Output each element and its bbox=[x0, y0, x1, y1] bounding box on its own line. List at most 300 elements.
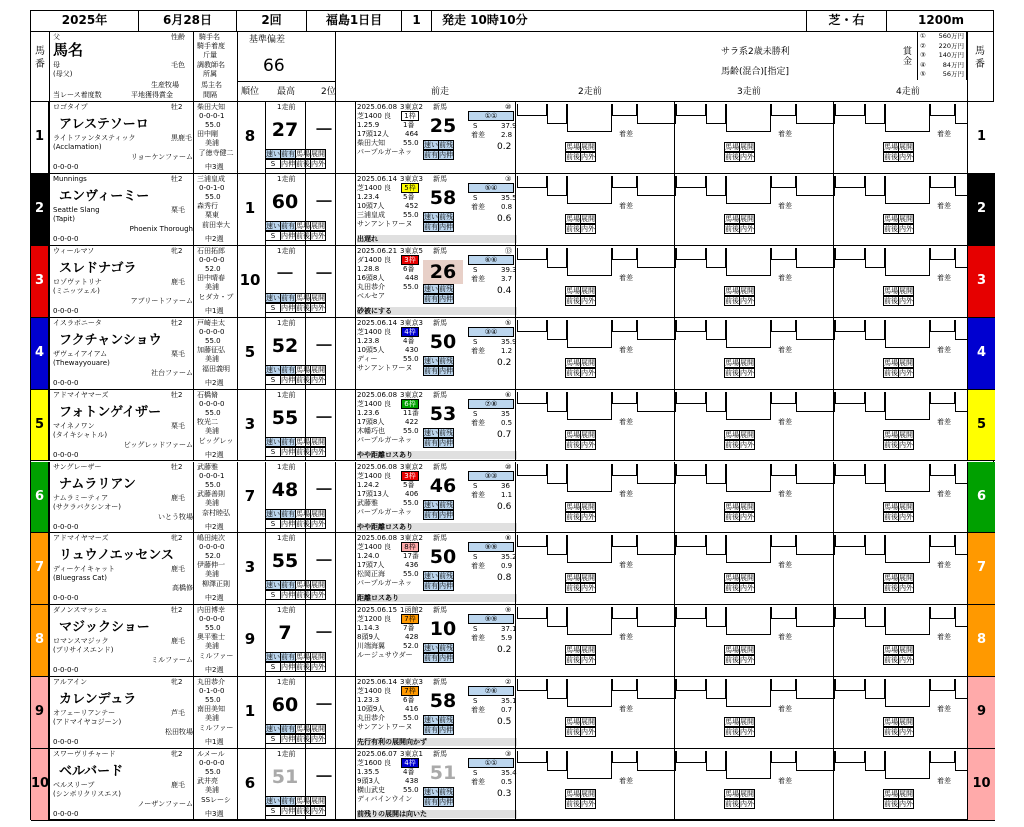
umaban-right: 3 bbox=[967, 246, 995, 317]
column-divider bbox=[237, 390, 238, 462]
tag: 速い bbox=[266, 293, 280, 302]
tag-grid bbox=[565, 645, 625, 654]
tag: 馬場 bbox=[566, 358, 580, 367]
shozoku: 美浦 bbox=[205, 282, 219, 291]
tag: 内伸 bbox=[439, 582, 453, 591]
best-score: 60 bbox=[271, 694, 299, 717]
tag: 前有 bbox=[281, 293, 295, 302]
prior-race-3 bbox=[674, 102, 833, 173]
jockey-record: 0-1-0-0 bbox=[199, 687, 225, 696]
coat-color: 鹿毛 bbox=[171, 493, 185, 502]
tag: 展開 bbox=[311, 437, 325, 446]
tag: 内外 bbox=[311, 663, 325, 672]
second-score: － bbox=[314, 334, 334, 357]
prior-race-3 bbox=[674, 462, 833, 533]
kinryo: 52.0 bbox=[205, 552, 221, 561]
breeder: 松田牧場 bbox=[165, 728, 193, 737]
tag: S bbox=[265, 159, 281, 169]
tag-grid-2 bbox=[565, 296, 625, 305]
tag: 前後 bbox=[566, 153, 580, 161]
tag: 馬場 bbox=[296, 725, 310, 734]
tag-grid-2 bbox=[565, 512, 625, 521]
soso-label: 1走前 bbox=[277, 174, 296, 183]
tag: 速い bbox=[266, 797, 280, 806]
chakusa-label: 着差 bbox=[937, 561, 951, 570]
tag: 内外 bbox=[740, 656, 754, 665]
tag: 前後 bbox=[566, 368, 580, 377]
prev-tags bbox=[423, 356, 503, 365]
tag: 展開 bbox=[581, 430, 595, 439]
column-divider bbox=[237, 749, 238, 821]
prize-item bbox=[920, 61, 964, 70]
tag: 前有 bbox=[281, 653, 295, 662]
prev-date: 2025.06.21 bbox=[357, 246, 398, 255]
prev-score: 58 bbox=[429, 690, 457, 713]
prev-weight: 448 bbox=[405, 273, 419, 282]
prev-date: 2025.06.14 bbox=[357, 678, 398, 687]
prev-dist: 芝1400 良 bbox=[357, 183, 392, 192]
grid-box bbox=[930, 104, 955, 116]
tag: 速い bbox=[424, 572, 438, 581]
grid-box bbox=[726, 464, 771, 492]
grid-box bbox=[676, 248, 706, 260]
owner: 前田幸大 bbox=[202, 220, 230, 229]
shozoku: 美浦 bbox=[205, 354, 219, 363]
column-divider bbox=[355, 318, 356, 390]
prize-label: 賞金 bbox=[903, 47, 913, 67]
tag: 展開 bbox=[311, 150, 325, 158]
grid-box bbox=[796, 320, 835, 340]
tag: 内伸 bbox=[439, 366, 453, 375]
prev-diff: 1.1 bbox=[501, 490, 513, 499]
father: アルアイン bbox=[53, 678, 88, 687]
prev-ban: 7番 bbox=[403, 624, 415, 633]
prize-amount: 140万円 bbox=[938, 51, 964, 59]
mother: マイネノワン bbox=[53, 421, 95, 430]
prev-chakusa-label: 着差 bbox=[471, 562, 485, 571]
best-score: 55 bbox=[271, 406, 299, 429]
race-record: 0-0-0-0 bbox=[53, 666, 79, 675]
breeder: アブリートファーム bbox=[130, 296, 193, 305]
prev-tags bbox=[423, 715, 503, 724]
prev-last3f: 36 bbox=[501, 481, 510, 490]
column-divider bbox=[833, 605, 834, 677]
race-condition: 馬齢(混合)[指定] bbox=[721, 67, 790, 77]
column-divider bbox=[355, 533, 356, 605]
best-score: 27 bbox=[271, 119, 299, 141]
grid-box bbox=[637, 679, 676, 699]
column-divider bbox=[335, 462, 336, 534]
umaban-right: 10 bbox=[967, 749, 995, 820]
owner: 柳澤正則 bbox=[202, 580, 230, 589]
column-divider bbox=[355, 390, 356, 462]
tag: 展開 bbox=[899, 143, 913, 151]
tag: 馬場 bbox=[296, 797, 310, 806]
grid-box bbox=[612, 607, 637, 619]
grid-box bbox=[567, 248, 612, 276]
grid-box bbox=[706, 392, 726, 412]
prev-last3f: 35 bbox=[501, 409, 510, 418]
umaban-right: 2 bbox=[967, 174, 995, 245]
prev-pos: ⑨ bbox=[505, 606, 512, 615]
prev-time: 1.24.0 bbox=[357, 552, 380, 561]
legend-zenso3: 3走前 bbox=[737, 87, 761, 97]
mother-father: (アドマイヤコジーン) bbox=[53, 718, 122, 727]
prev-date: 2025.06.14 bbox=[357, 318, 398, 327]
horse-row bbox=[31, 246, 995, 318]
tag: 内伸 bbox=[439, 726, 453, 735]
prev-jockey: 川端海翼 bbox=[357, 642, 385, 651]
prize-rank: ① bbox=[920, 32, 926, 40]
mother: ロゾヴァトリナ bbox=[53, 277, 102, 286]
prize-amount: 220万円 bbox=[938, 41, 964, 50]
interval: 中2週 bbox=[205, 378, 224, 387]
grid-box bbox=[865, 248, 885, 268]
grid-box bbox=[517, 535, 547, 547]
column-divider bbox=[515, 462, 516, 534]
column-divider bbox=[335, 318, 336, 390]
father: ウィールマソ bbox=[53, 246, 95, 255]
tag: 内外 bbox=[581, 296, 595, 305]
coat-color: 鹿毛 bbox=[171, 781, 185, 790]
tag: 前後 bbox=[296, 375, 310, 384]
prev-pos: ⑩ bbox=[505, 103, 512, 111]
prev-pos: ⑥ bbox=[505, 390, 512, 399]
tag: 内伸 bbox=[281, 375, 295, 384]
tag-grid bbox=[883, 430, 943, 439]
tag: 内外 bbox=[581, 153, 595, 161]
kinryo: 55.0 bbox=[205, 336, 221, 345]
kinryo: 55.0 bbox=[205, 480, 221, 489]
owner: ミルファー bbox=[198, 724, 234, 733]
grid-box bbox=[835, 464, 865, 476]
chakusa-label: 着差 bbox=[778, 130, 792, 138]
tag: 前後 bbox=[884, 224, 898, 233]
prev-class: 新馬 bbox=[433, 606, 447, 615]
prior-race-3 bbox=[674, 174, 833, 245]
prev-dist: 芝1200 良 bbox=[357, 615, 392, 624]
column-divider bbox=[515, 390, 516, 462]
tag: 馬場 bbox=[566, 574, 580, 583]
tag: 馬場 bbox=[725, 286, 739, 295]
grid-box bbox=[517, 464, 547, 476]
prev-diff: 0.5 bbox=[501, 778, 513, 787]
second-score: － bbox=[314, 190, 334, 213]
tag: 内伸 bbox=[439, 222, 453, 231]
kinryo: 55.0 bbox=[205, 192, 221, 201]
grid-box bbox=[796, 392, 835, 412]
prev-s: S bbox=[473, 697, 478, 706]
prev-heads: 8頭9人 bbox=[357, 633, 380, 642]
tag: 速い bbox=[266, 150, 280, 158]
prev-chakusa-label: 着差 bbox=[471, 346, 485, 355]
grid-box bbox=[726, 392, 771, 420]
tag: 前後 bbox=[725, 800, 739, 809]
owner: ビッグレッ bbox=[198, 436, 234, 445]
kinryo: 55.0 bbox=[205, 696, 221, 705]
column-divider bbox=[674, 677, 675, 749]
prev-place: 3東京5 bbox=[400, 246, 423, 255]
horse-name: ナムラリアン bbox=[59, 476, 136, 492]
grid-box bbox=[835, 751, 865, 763]
tag: 内外 bbox=[899, 296, 913, 305]
grid-box bbox=[637, 535, 676, 555]
grid-box bbox=[930, 320, 955, 332]
grid-box bbox=[835, 535, 865, 547]
tag: 前後 bbox=[884, 153, 898, 161]
tag: 展開 bbox=[899, 430, 913, 439]
sex-age: 牝2 bbox=[171, 678, 183, 687]
tag-grid-2 bbox=[565, 655, 625, 664]
column-divider bbox=[265, 318, 266, 390]
chakusa-label: 着差 bbox=[778, 345, 792, 354]
legend-kijun: 基準偏差 bbox=[249, 35, 286, 45]
tag: 速い bbox=[266, 221, 280, 230]
tag-grid-2 bbox=[724, 655, 784, 664]
prev-kin: 55.0 bbox=[403, 570, 419, 579]
jockey-record: 0-0-1-0 bbox=[199, 183, 225, 192]
tag: 内外 bbox=[311, 807, 325, 816]
grid-box bbox=[547, 176, 567, 196]
legend-owner: 馬主名 bbox=[201, 81, 222, 89]
prev-score: 51 bbox=[429, 762, 457, 785]
prev-heads: 16頭8人 bbox=[357, 273, 385, 282]
prev-last3f: 35.2 bbox=[501, 553, 517, 562]
prior-race-2 bbox=[515, 390, 674, 461]
tag-grid-2 bbox=[724, 224, 784, 233]
mother: ディーケイキャット bbox=[53, 565, 115, 574]
prev-class: 新馬 bbox=[433, 103, 447, 111]
jockey: 石橋脩 bbox=[197, 390, 218, 399]
tag: S bbox=[265, 806, 281, 816]
owner: 奈村睦弘 bbox=[202, 508, 230, 517]
tag: 内外 bbox=[899, 800, 913, 809]
father: アドマイヤマーズ bbox=[53, 390, 109, 399]
column-divider bbox=[674, 533, 675, 605]
soso-label: 1走前 bbox=[277, 678, 296, 687]
grid-box bbox=[706, 607, 726, 627]
prev-weight: 452 bbox=[405, 201, 419, 210]
tag-grid bbox=[724, 645, 784, 654]
tag: 展開 bbox=[581, 143, 595, 151]
grid-box bbox=[835, 679, 865, 691]
tag-grid-2 bbox=[565, 440, 625, 449]
column-divider bbox=[355, 174, 356, 246]
grid-box bbox=[567, 535, 612, 563]
legend-shozoku: 所属 bbox=[203, 70, 217, 78]
kinryo: 55.0 bbox=[205, 624, 221, 633]
tag: 前後 bbox=[725, 224, 739, 233]
tag-grid bbox=[724, 286, 784, 295]
tag: 内外 bbox=[740, 584, 754, 593]
prev-pos: ⑬ bbox=[505, 246, 512, 255]
tag: 前後 bbox=[296, 231, 310, 240]
prev-s: S bbox=[473, 769, 478, 778]
chakusa-label: 着差 bbox=[619, 633, 633, 642]
tag-grid-2 bbox=[724, 727, 784, 736]
tag: 展開 bbox=[581, 790, 595, 799]
tag-grid-2 bbox=[724, 440, 784, 449]
prev-jockey: 松岡正海 bbox=[357, 570, 385, 579]
prev-tags-2 bbox=[423, 797, 503, 806]
grid-box bbox=[835, 248, 865, 260]
legend-horse-name: 馬名 bbox=[53, 41, 84, 59]
jockey: ルメール bbox=[197, 750, 225, 759]
tag: 馬場 bbox=[296, 293, 310, 302]
column-divider bbox=[335, 605, 336, 677]
mother-father: (ミニッツェル) bbox=[53, 286, 100, 295]
chakusa-label: 着差 bbox=[937, 273, 951, 282]
umaban-left: 7 bbox=[31, 533, 49, 604]
tag: 速い bbox=[266, 365, 280, 374]
prev-dist: 芝1400 良 bbox=[357, 327, 392, 336]
grid-box bbox=[885, 104, 930, 132]
column-divider bbox=[237, 677, 238, 749]
tag: 前残 bbox=[439, 716, 453, 725]
tag-grid bbox=[565, 717, 625, 726]
breeder: いとう牧場 bbox=[158, 512, 193, 521]
prev-dist: ダ1400 良 bbox=[357, 255, 392, 264]
grid-box bbox=[771, 679, 796, 691]
tag-grid-2 bbox=[883, 727, 943, 736]
prev-ban: 4番 bbox=[403, 336, 415, 345]
prev-winner: ルージュサウダー bbox=[357, 651, 413, 660]
breeder: ミルファーム bbox=[151, 656, 193, 665]
best-score: 7 bbox=[278, 622, 292, 645]
prev-s: S bbox=[473, 553, 478, 562]
column-divider bbox=[305, 462, 306, 534]
column-divider bbox=[335, 174, 336, 246]
tag: 前後 bbox=[566, 584, 580, 593]
column-divider bbox=[515, 677, 516, 749]
tag: 前後 bbox=[884, 296, 898, 305]
tag: 展開 bbox=[581, 358, 595, 367]
grid-box bbox=[567, 679, 612, 707]
tag: 速い bbox=[424, 716, 438, 725]
chakusa-label: 着差 bbox=[778, 561, 792, 570]
prev-weight: 406 bbox=[405, 489, 419, 498]
jockey: 武藤雅 bbox=[197, 462, 218, 471]
prior-race-3 bbox=[674, 605, 833, 676]
tag: 馬場 bbox=[884, 358, 898, 367]
prize-item bbox=[920, 42, 964, 51]
tag: 前後 bbox=[725, 440, 739, 449]
prev-score: 10 bbox=[429, 618, 457, 641]
second-score: － bbox=[314, 622, 334, 645]
prev-corner: ③③ bbox=[468, 471, 514, 481]
grid-box bbox=[796, 104, 835, 124]
prev-kin: 55.0 bbox=[403, 282, 419, 291]
column-divider bbox=[674, 246, 675, 318]
prev-chakusa-label: 着差 bbox=[471, 634, 485, 643]
tag: 前有 bbox=[281, 437, 295, 446]
prev-tags bbox=[423, 212, 503, 221]
tag: 内伸 bbox=[281, 303, 295, 312]
tag: 展開 bbox=[581, 574, 595, 583]
prev-date: 2025.06.15 bbox=[357, 606, 398, 615]
prev-time: 1.28.8 bbox=[357, 264, 380, 273]
umaban-left: 8 bbox=[31, 605, 49, 676]
prev-class: 新馬 bbox=[433, 462, 447, 471]
tag: 馬場 bbox=[566, 214, 580, 223]
prev-jockey: 武藤雅 bbox=[357, 498, 378, 507]
race-record: 0-0-0-0 bbox=[53, 234, 79, 243]
tag: 前残 bbox=[439, 284, 453, 293]
tag: 内伸 bbox=[281, 591, 295, 600]
column-divider bbox=[335, 390, 336, 462]
horse-name: マジックショー bbox=[59, 620, 150, 636]
tag: 馬場 bbox=[884, 790, 898, 799]
prev-tags bbox=[423, 284, 503, 293]
tag: 馬場 bbox=[725, 358, 739, 367]
tag: 前後 bbox=[296, 447, 310, 456]
prev-heads: 17頭13人 bbox=[357, 489, 389, 498]
prev-weight: 464 bbox=[405, 130, 419, 138]
tag: 内外 bbox=[581, 656, 595, 665]
prev-place: 3東京2 bbox=[400, 103, 423, 111]
grid-box bbox=[547, 464, 567, 484]
race-class: サラ系2歳未勝利 bbox=[721, 47, 790, 57]
tag: 内伸 bbox=[281, 447, 295, 456]
column-divider bbox=[305, 677, 306, 749]
mother: ザヴェイアイアム bbox=[53, 349, 108, 358]
coat-color: 栗毛 bbox=[171, 421, 185, 430]
jockey-record: 0-0-0-0 bbox=[199, 327, 225, 336]
prev-corner: ⑨⑨ bbox=[468, 542, 514, 552]
prior-race-3 bbox=[674, 749, 833, 820]
sex-age: 牡2 bbox=[171, 103, 183, 111]
prev-pos: ⑧ bbox=[505, 534, 512, 543]
prev-waku: 7枠 bbox=[401, 686, 419, 696]
tag: 展開 bbox=[740, 286, 754, 295]
tag: 前有 bbox=[424, 582, 438, 591]
horse-name: リュウノエッセンス bbox=[59, 548, 174, 564]
trainer: 森秀行 bbox=[197, 201, 218, 210]
prize-table bbox=[917, 32, 967, 80]
prior-race-2 bbox=[515, 462, 674, 533]
tag: 内外 bbox=[311, 591, 325, 600]
prev-corner: ③④ bbox=[468, 327, 514, 337]
trainer: 加藤征弘 bbox=[197, 345, 225, 354]
grid-box bbox=[517, 607, 547, 619]
grid-box bbox=[726, 320, 771, 348]
legend-umaban-right: 馬番 bbox=[975, 46, 985, 70]
grid-box bbox=[726, 104, 771, 132]
tag: 内外 bbox=[581, 440, 595, 449]
grid-box bbox=[612, 248, 637, 260]
prev-waku: 3枠 bbox=[401, 255, 419, 265]
grid-box bbox=[612, 176, 637, 188]
grid-box bbox=[930, 392, 955, 404]
grid-box bbox=[637, 176, 676, 196]
tag: 前有 bbox=[424, 798, 438, 807]
column-divider bbox=[967, 749, 968, 821]
column-divider bbox=[355, 605, 356, 677]
grid-box bbox=[930, 464, 955, 476]
prev-tags-2 bbox=[423, 150, 503, 159]
father: ロゴタイプ bbox=[53, 103, 88, 111]
tag: 展開 bbox=[311, 293, 325, 302]
prev-winner: パープルガーネッ bbox=[357, 435, 413, 444]
tag: 前後 bbox=[566, 224, 580, 233]
column-divider bbox=[265, 174, 266, 246]
grid-box bbox=[726, 248, 771, 276]
prev-jockey: 丸田恭介 bbox=[357, 714, 385, 723]
soso-label: 1走前 bbox=[277, 750, 296, 759]
prev-tags bbox=[423, 643, 503, 652]
prev-tags-2 bbox=[423, 510, 503, 519]
tag: 内伸 bbox=[281, 735, 295, 744]
